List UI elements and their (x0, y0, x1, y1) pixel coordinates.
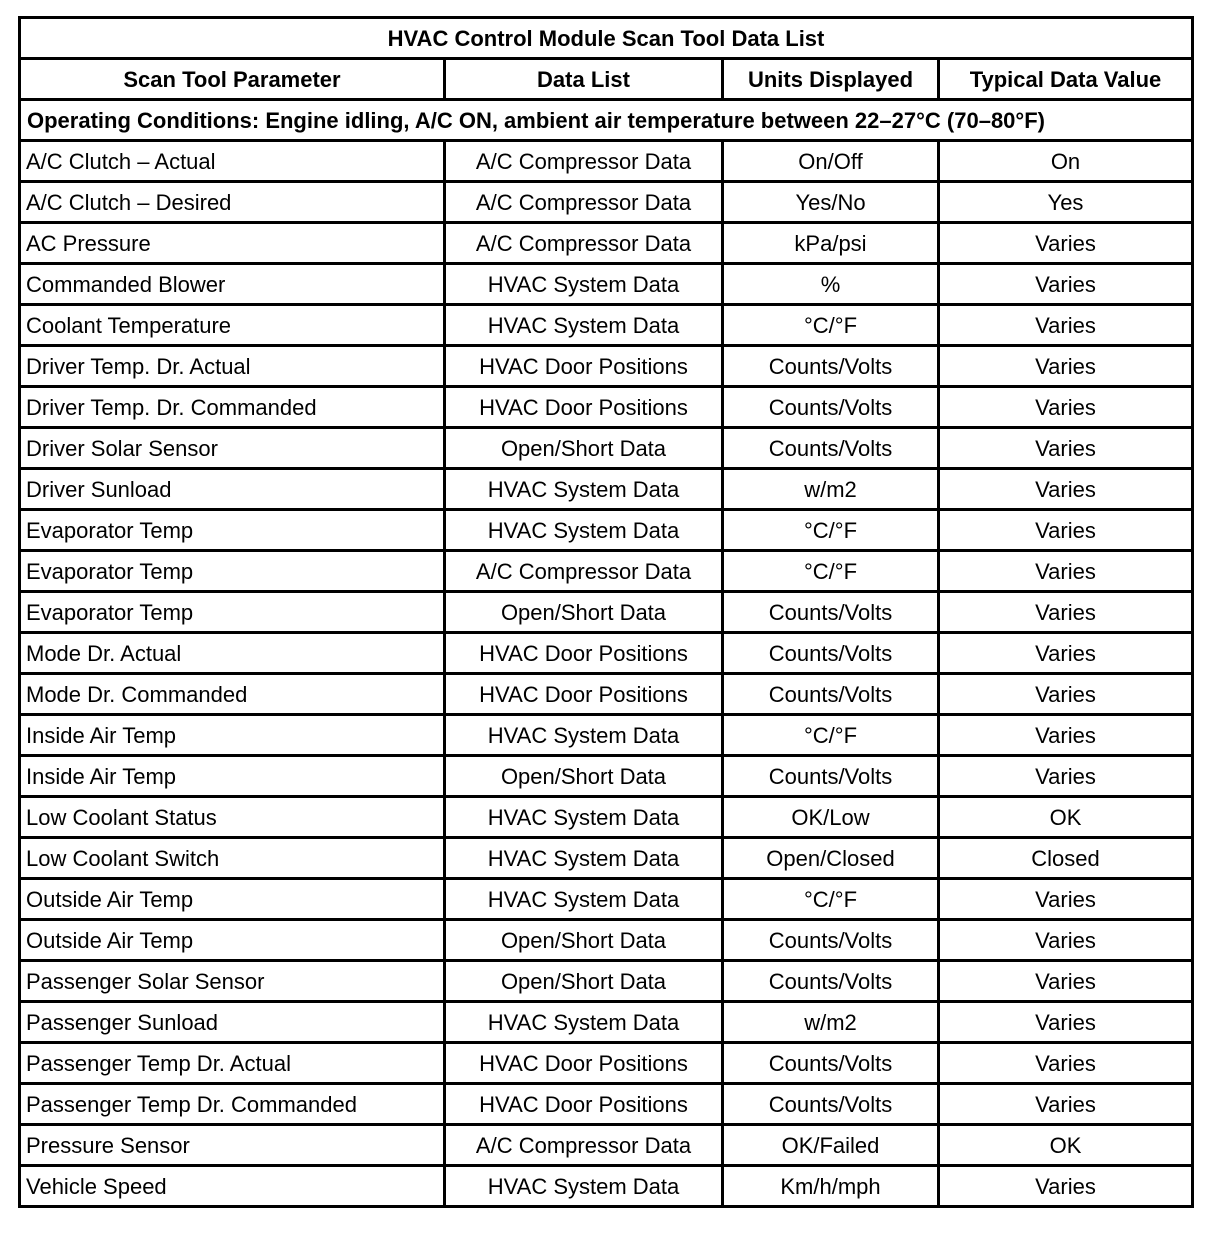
cell-units: % (723, 264, 939, 305)
table-row (20, 510, 1193, 551)
cell-typical-value: Closed (939, 838, 1193, 879)
title-row (20, 18, 1193, 59)
cell-typical-value: Varies (939, 510, 1193, 551)
cell-units: °C/°F (723, 510, 939, 551)
cell-data-list: Open/Short Data (445, 961, 723, 1002)
table-row (20, 182, 1193, 223)
cell-data-list: A/C Compressor Data (445, 1125, 723, 1166)
header-scan-tool-parameter: Scan Tool Parameter (20, 59, 445, 100)
cell-parameter: Passenger Solar Sensor (20, 961, 445, 1002)
operating-conditions: Operating Conditions: Engine idling, A/C ON, ambient air temperature between 22–27°C (70–80°F) (20, 100, 1193, 141)
cell-parameter: Driver Sunload (20, 469, 445, 510)
cell-typical-value: Varies (939, 305, 1193, 346)
table-row (20, 223, 1193, 264)
cell-data-list: HVAC Door Positions (445, 1084, 723, 1125)
table-row (20, 715, 1193, 756)
table-row (20, 674, 1193, 715)
cell-parameter: Evaporator Temp (20, 551, 445, 592)
cell-typical-value: Varies (939, 551, 1193, 592)
cell-typical-value: Varies (939, 920, 1193, 961)
cell-data-list: HVAC System Data (445, 1002, 723, 1043)
cell-typical-value: Varies (939, 346, 1193, 387)
cell-parameter: Low Coolant Status (20, 797, 445, 838)
header-row (20, 59, 1193, 100)
cell-data-list: Open/Short Data (445, 920, 723, 961)
cell-parameter: Inside Air Temp (20, 715, 445, 756)
cell-typical-value: Varies (939, 1002, 1193, 1043)
cell-data-list: HVAC System Data (445, 797, 723, 838)
cell-parameter: Passenger Sunload (20, 1002, 445, 1043)
cell-units: w/m2 (723, 469, 939, 510)
operating-conditions-row (20, 100, 1193, 141)
cell-units: kPa/psi (723, 223, 939, 264)
cell-data-list: HVAC System Data (445, 715, 723, 756)
table-row (20, 387, 1193, 428)
cell-units: Km/h/mph (723, 1166, 939, 1207)
cell-units: Counts/Volts (723, 633, 939, 674)
cell-data-list: A/C Compressor Data (445, 182, 723, 223)
cell-parameter: Commanded Blower (20, 264, 445, 305)
cell-parameter: A/C Clutch – Actual (20, 141, 445, 182)
cell-parameter: Evaporator Temp (20, 592, 445, 633)
cell-typical-value: OK (939, 797, 1193, 838)
cell-units: Counts/Volts (723, 674, 939, 715)
table-title: HVAC Control Module Scan Tool Data List (20, 18, 1193, 59)
cell-parameter: Inside Air Temp (20, 756, 445, 797)
cell-units: w/m2 (723, 1002, 939, 1043)
cell-data-list: HVAC Door Positions (445, 387, 723, 428)
cell-data-list: HVAC Door Positions (445, 1043, 723, 1084)
cell-units: Counts/Volts (723, 756, 939, 797)
cell-parameter: A/C Clutch – Desired (20, 182, 445, 223)
cell-typical-value: Varies (939, 674, 1193, 715)
cell-parameter: Passenger Temp Dr. Actual (20, 1043, 445, 1084)
cell-parameter: Outside Air Temp (20, 879, 445, 920)
cell-typical-value: Varies (939, 1043, 1193, 1084)
cell-parameter: Passenger Temp Dr. Commanded (20, 1084, 445, 1125)
table-row (20, 592, 1193, 633)
table-row (20, 1084, 1193, 1125)
cell-data-list: A/C Compressor Data (445, 141, 723, 182)
cell-parameter: Outside Air Temp (20, 920, 445, 961)
cell-units: Counts/Volts (723, 1043, 939, 1084)
cell-units: Open/Closed (723, 838, 939, 879)
table-row (20, 305, 1193, 346)
cell-units: Counts/Volts (723, 428, 939, 469)
scan-tool-data-table (18, 16, 1194, 1208)
cell-data-list: HVAC System Data (445, 469, 723, 510)
cell-typical-value: Varies (939, 879, 1193, 920)
cell-units: Counts/Volts (723, 920, 939, 961)
table-row (20, 346, 1193, 387)
header-typical-data-value: Typical Data Value (939, 59, 1193, 100)
cell-units: OK/Low (723, 797, 939, 838)
table-row (20, 551, 1193, 592)
cell-units: Counts/Volts (723, 961, 939, 1002)
cell-units: OK/Failed (723, 1125, 939, 1166)
table-row (20, 961, 1193, 1002)
cell-units: On/Off (723, 141, 939, 182)
cell-data-list: HVAC Door Positions (445, 674, 723, 715)
cell-typical-value: Varies (939, 715, 1193, 756)
cell-parameter: Driver Temp. Dr. Commanded (20, 387, 445, 428)
table-row (20, 141, 1193, 182)
cell-units: °C/°F (723, 305, 939, 346)
cell-typical-value: Varies (939, 264, 1193, 305)
cell-parameter: Low Coolant Switch (20, 838, 445, 879)
cell-typical-value: Yes (939, 182, 1193, 223)
header-units-displayed: Units Displayed (723, 59, 939, 100)
cell-data-list: HVAC System Data (445, 838, 723, 879)
cell-typical-value: Varies (939, 1166, 1193, 1207)
cell-typical-value: Varies (939, 1084, 1193, 1125)
header-data-list: Data List (445, 59, 723, 100)
cell-units: Counts/Volts (723, 1084, 939, 1125)
cell-typical-value: Varies (939, 387, 1193, 428)
cell-data-list: HVAC Door Positions (445, 346, 723, 387)
cell-data-list: A/C Compressor Data (445, 223, 723, 264)
table-row (20, 1002, 1193, 1043)
cell-typical-value: Varies (939, 592, 1193, 633)
cell-parameter: Coolant Temperature (20, 305, 445, 346)
cell-data-list: HVAC System Data (445, 264, 723, 305)
table-row (20, 797, 1193, 838)
table-row (20, 879, 1193, 920)
table-row (20, 756, 1193, 797)
table-row (20, 633, 1193, 674)
cell-typical-value: Varies (939, 756, 1193, 797)
table-row (20, 264, 1193, 305)
cell-data-list: Open/Short Data (445, 592, 723, 633)
table-row (20, 1166, 1193, 1207)
cell-parameter: Vehicle Speed (20, 1166, 445, 1207)
cell-typical-value: OK (939, 1125, 1193, 1166)
table-row (20, 1125, 1193, 1166)
cell-typical-value: Varies (939, 428, 1193, 469)
table-row (20, 428, 1193, 469)
cell-parameter: Evaporator Temp (20, 510, 445, 551)
cell-data-list: A/C Compressor Data (445, 551, 723, 592)
cell-typical-value: Varies (939, 223, 1193, 264)
cell-data-list: HVAC System Data (445, 510, 723, 551)
cell-units: Yes/No (723, 182, 939, 223)
table-row (20, 469, 1193, 510)
cell-data-list: HVAC Door Positions (445, 633, 723, 674)
cell-typical-value: Varies (939, 633, 1193, 674)
cell-units: Counts/Volts (723, 387, 939, 428)
cell-data-list: Open/Short Data (445, 756, 723, 797)
cell-parameter: Mode Dr. Commanded (20, 674, 445, 715)
cell-typical-value: Varies (939, 469, 1193, 510)
cell-parameter: Driver Solar Sensor (20, 428, 445, 469)
cell-units: °C/°F (723, 551, 939, 592)
cell-parameter: Driver Temp. Dr. Actual (20, 346, 445, 387)
cell-units: °C/°F (723, 715, 939, 756)
table-row (20, 838, 1193, 879)
cell-units: Counts/Volts (723, 592, 939, 633)
cell-units: Counts/Volts (723, 346, 939, 387)
cell-typical-value: Varies (939, 961, 1193, 1002)
cell-parameter: Pressure Sensor (20, 1125, 445, 1166)
cell-parameter: Mode Dr. Actual (20, 633, 445, 674)
cell-data-list: HVAC System Data (445, 1166, 723, 1207)
cell-data-list: HVAC System Data (445, 879, 723, 920)
cell-data-list: Open/Short Data (445, 428, 723, 469)
cell-units: °C/°F (723, 879, 939, 920)
cell-data-list: HVAC System Data (445, 305, 723, 346)
table-row (20, 1043, 1193, 1084)
table-row (20, 920, 1193, 961)
cell-typical-value: On (939, 141, 1193, 182)
cell-parameter: AC Pressure (20, 223, 445, 264)
